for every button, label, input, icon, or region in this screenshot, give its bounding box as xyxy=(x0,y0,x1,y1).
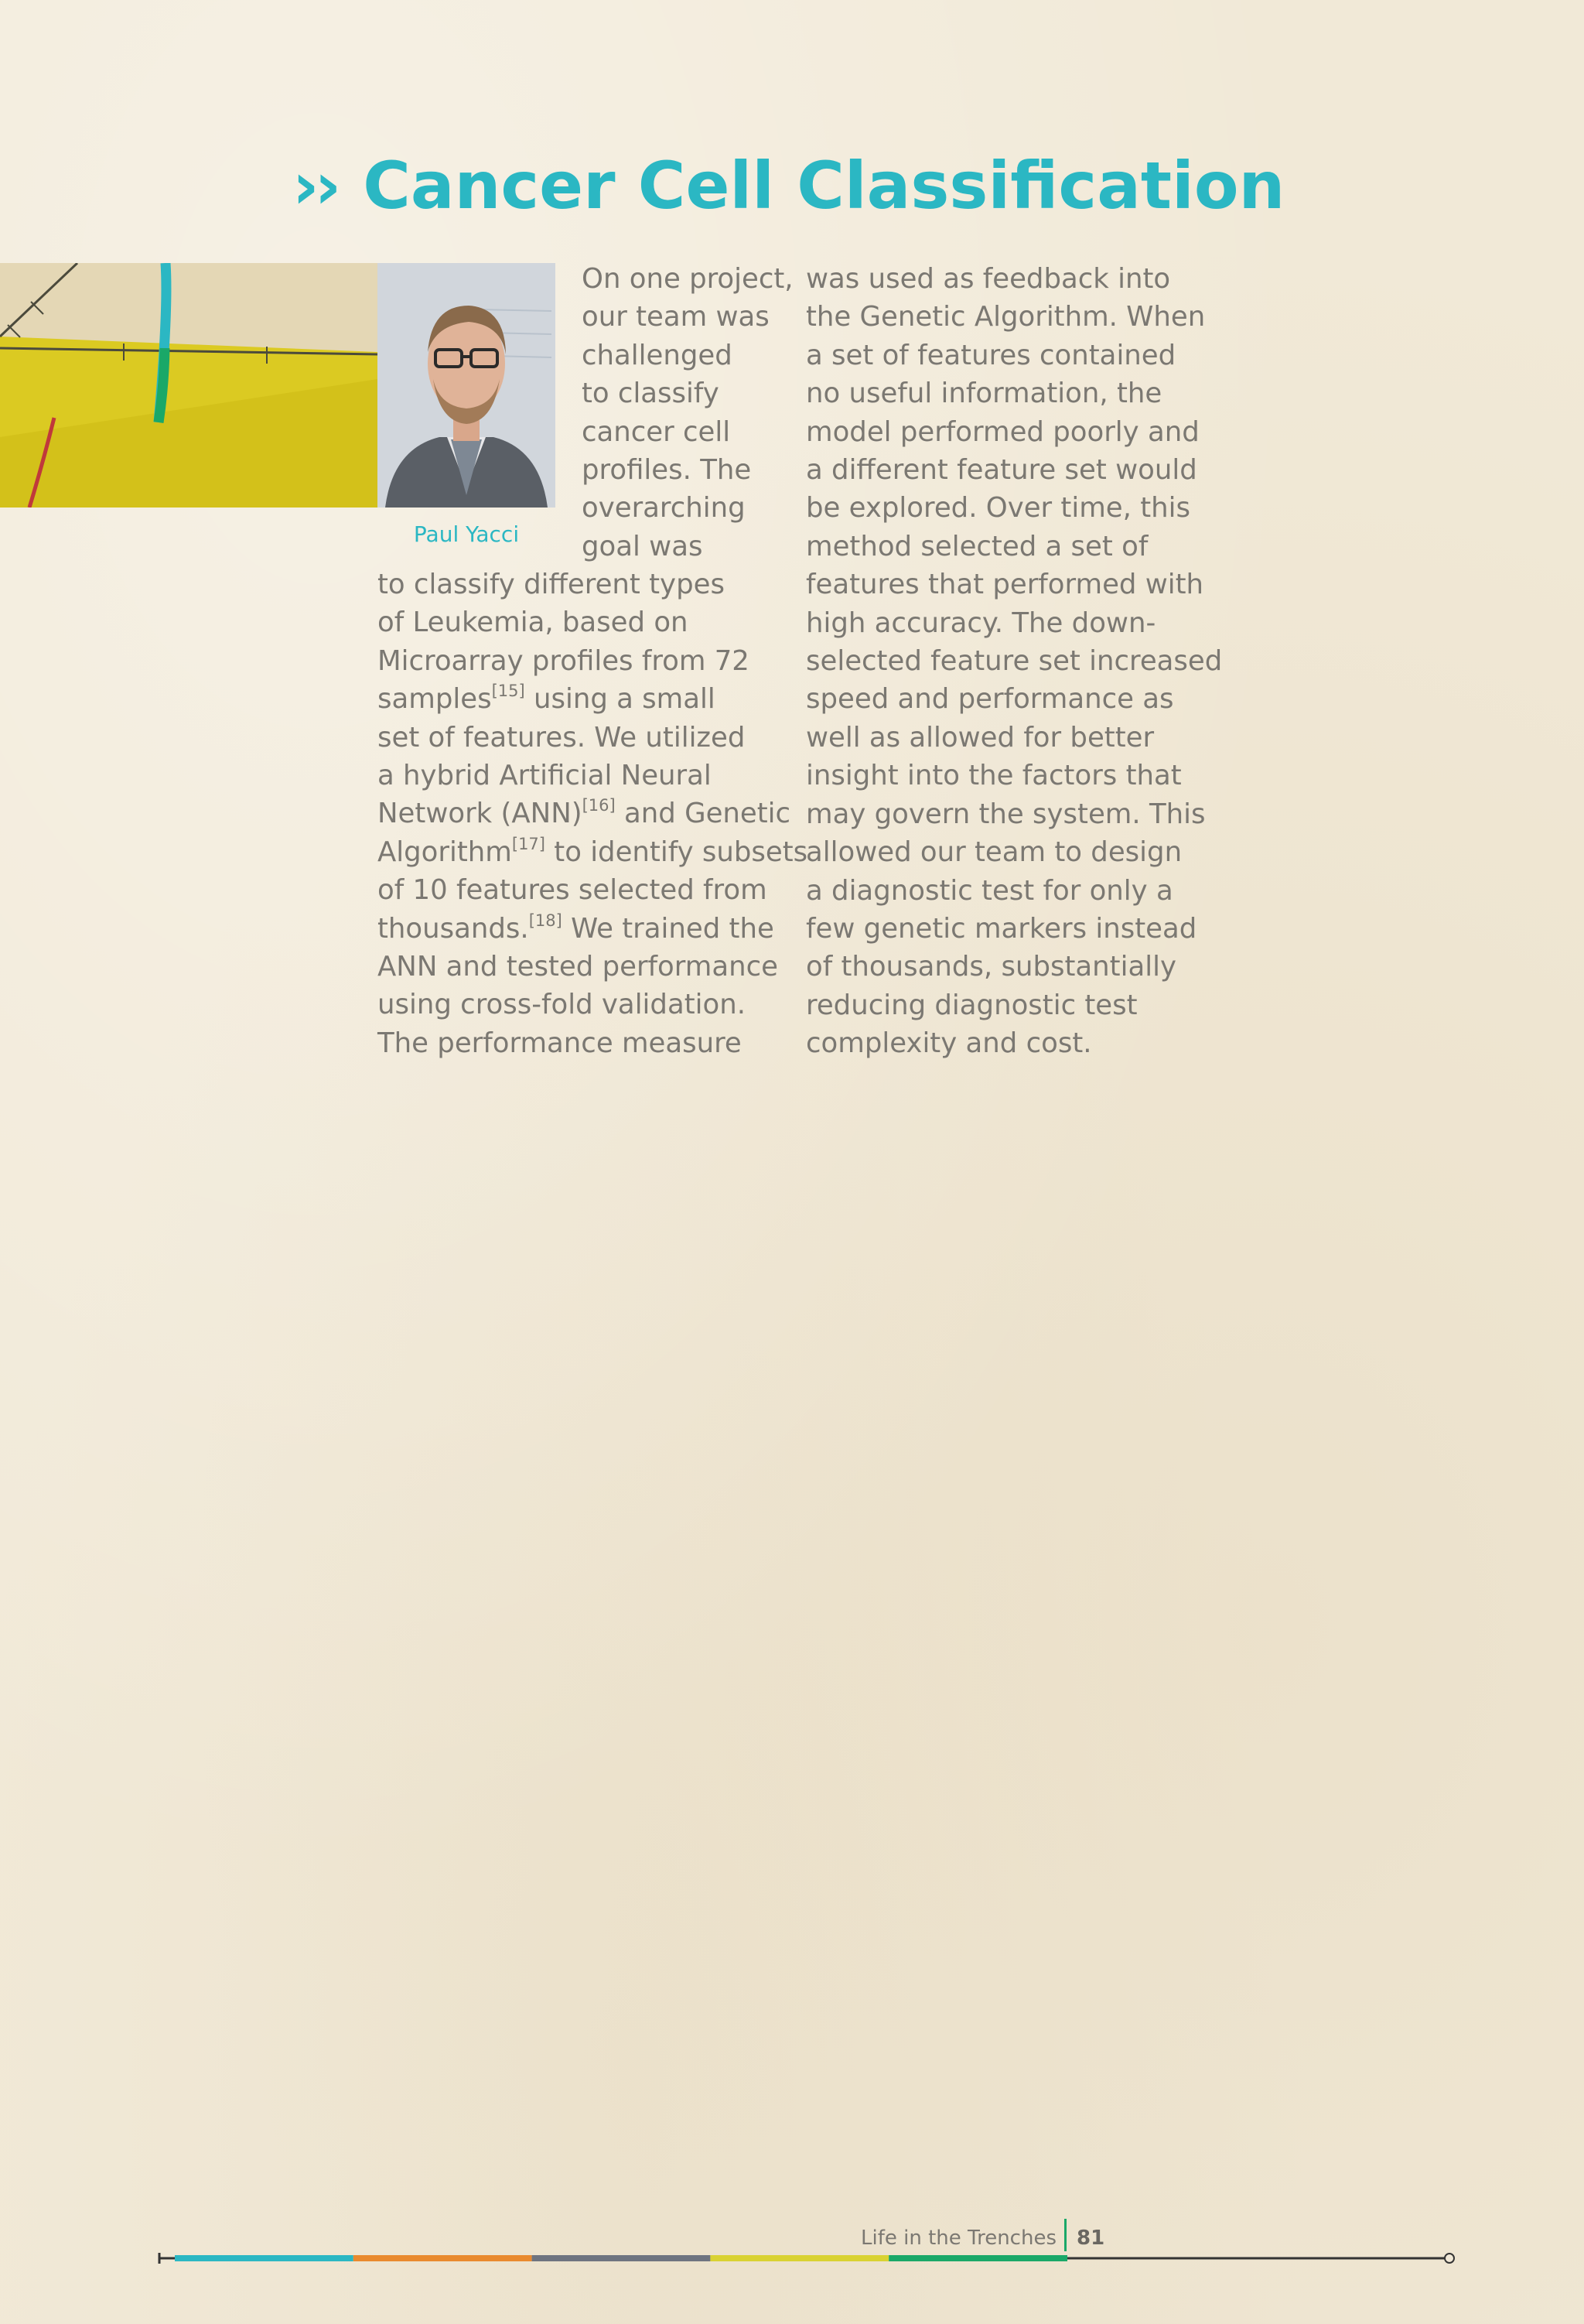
column1-wrap-text xyxy=(582,260,794,566)
text-line: allowed our team to design xyxy=(806,836,1183,869)
rule-segment xyxy=(710,2255,889,2261)
text-line: profiles. The xyxy=(582,454,752,487)
text-line: may govern the system. This xyxy=(806,798,1206,830)
text-line: features that performed with xyxy=(806,569,1204,601)
text-line: speed and performance as xyxy=(806,683,1174,716)
text-line: The performance measure xyxy=(377,1027,742,1059)
text-line: insight into the factors that xyxy=(806,760,1182,792)
citation-ref: [15] xyxy=(491,682,525,701)
text-line: On one project, xyxy=(582,263,794,295)
citation-ref: [16] xyxy=(582,796,616,815)
rule-segment xyxy=(532,2255,711,2261)
text-line: a set of features contained xyxy=(806,339,1176,371)
text-line: of thousands, substantially xyxy=(806,951,1176,983)
text-line: to classify different types xyxy=(377,569,725,600)
text-line: of Leukemia, based on xyxy=(377,607,688,639)
author-photo xyxy=(377,263,555,508)
page-title-text: Cancer Cell Classification xyxy=(363,148,1285,224)
text-line: a hybrid Artificial Neural xyxy=(377,760,712,792)
text-line: high accuracy. The down- xyxy=(806,607,1156,639)
text-line: the Genetic Algorithm. When xyxy=(806,301,1206,333)
text-line: complexity and cost. xyxy=(806,1027,1092,1060)
footer-color-rule xyxy=(155,2247,1462,2270)
text-line: set of features. We utilized xyxy=(377,721,746,754)
citation-ref: [17] xyxy=(511,834,545,853)
decorative-graph-image xyxy=(0,263,377,508)
text-line: no useful information, the xyxy=(806,378,1162,410)
text-line: samples[15] using a small xyxy=(377,682,715,716)
text-line: few genetic markers instead xyxy=(806,912,1197,945)
text-line: to classify xyxy=(582,378,719,410)
text-line: thousands.[18] We trained the xyxy=(377,911,774,945)
text-line: ANN and tested performance xyxy=(377,951,778,983)
text-line: Network (ANN)[16] and Genetic xyxy=(377,796,791,830)
text-line: Microarray profiles from 72 xyxy=(377,644,749,677)
text-line: our team was xyxy=(582,301,770,333)
rule-segment xyxy=(175,2255,353,2261)
text-line: well as allowed for better xyxy=(806,721,1155,754)
page-title xyxy=(292,147,1285,224)
text-line: of 10 features selected from xyxy=(377,874,767,907)
text-line: overarching xyxy=(582,492,746,525)
text-line: goal was xyxy=(582,530,703,562)
footer-section-title: Life in the Trenches xyxy=(861,2227,1057,2250)
rule-segment xyxy=(353,2255,532,2261)
text-line: a diagnostic test for only a xyxy=(806,874,1173,907)
text-line: cancer cell xyxy=(582,415,731,448)
column2-text xyxy=(806,260,1223,1063)
chevron-icon: ›› xyxy=(292,148,337,224)
text-line: a different feature set would xyxy=(806,454,1197,487)
text-line: model performed poorly and xyxy=(806,415,1200,448)
author-portrait-icon xyxy=(377,263,555,508)
text-line: using cross-fold validation. xyxy=(377,989,746,1021)
text-line: Algorithm[17] to identify subsets xyxy=(377,834,808,868)
text-line: reducing diagnostic test xyxy=(806,989,1138,1021)
page-number: 81 xyxy=(1077,2227,1105,2250)
text-line: was used as feedback into xyxy=(806,263,1171,295)
rule-segment xyxy=(889,2255,1067,2261)
column1-text xyxy=(377,566,808,1062)
text-line: challenged xyxy=(582,339,732,371)
text-line: be explored. Over time, this xyxy=(806,492,1190,525)
citation-ref: [18] xyxy=(528,911,562,930)
photo-caption: Paul Yacci xyxy=(413,521,520,547)
text-line: method selected a set of xyxy=(806,530,1149,562)
text-line: selected feature set increased xyxy=(806,645,1223,678)
